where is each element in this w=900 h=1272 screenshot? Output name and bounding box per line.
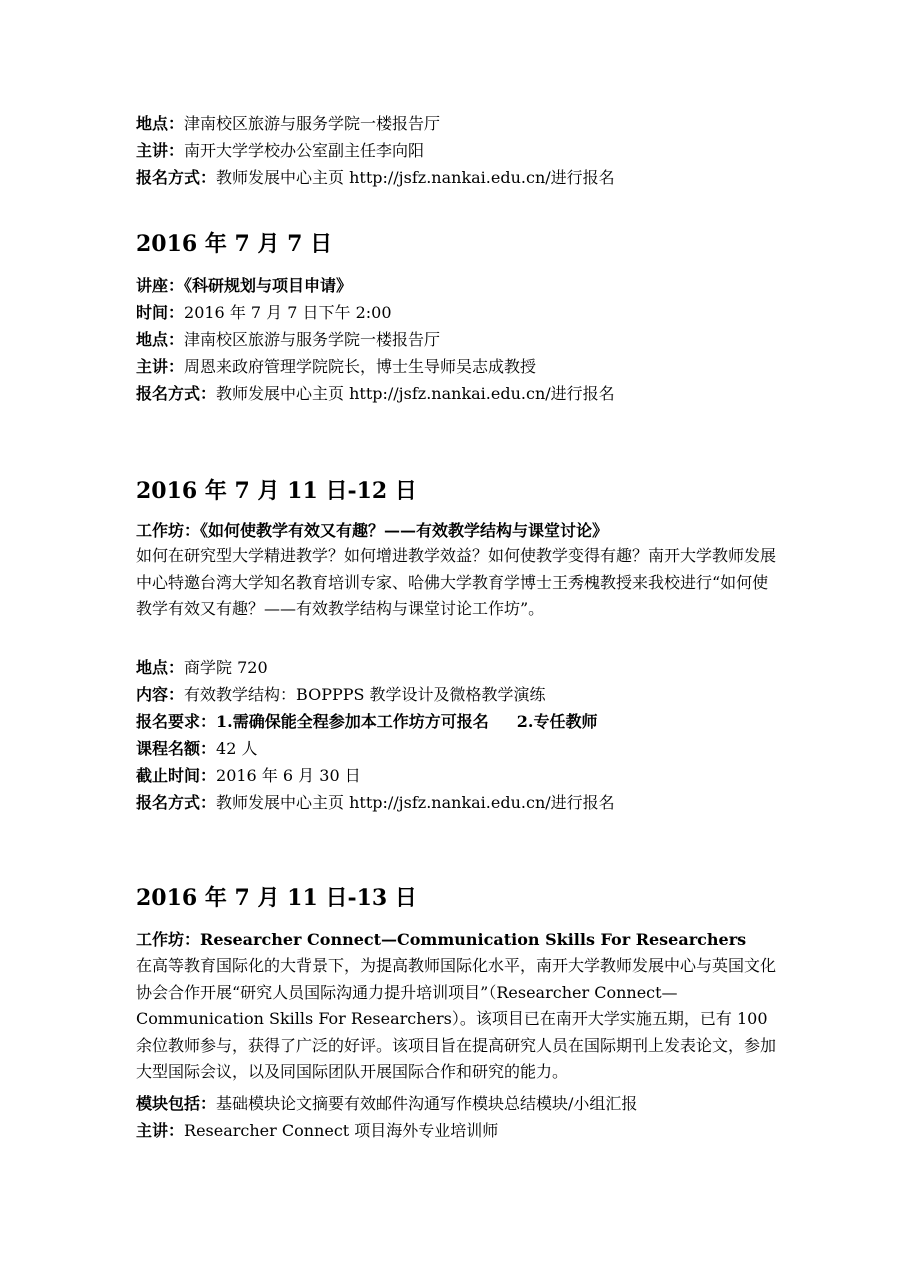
jul11-13-title-line: 工作坊：Researcher Connect—Communication Skills For Researchers (136, 930, 747, 949)
jul7-signup-line: 报名方式：教师发展中心主页 http://jsfz.nankai.edu.cn/进行报名 (136, 384, 615, 403)
jul11-13-speaker-line: 主讲：Researcher Connect 项目海外专业培训师 (136, 1121, 499, 1140)
jul7-speaker-line: 主讲：周恩来政府管理学院院长，博士生导师吴志成教授 (136, 357, 537, 376)
jul11-12-description: 如何在研究型大学精进教学？如何增进教学效益？如何使教学变得有趣？南开大学教师发展中心特邀台湾大学知名教育培训专家、哈佛大学教育学博士王秀槐教授来我校进行“如何使教学有效又有趣？——有效教学结构与课堂讨论工作坊”。 (136, 546, 777, 618)
jul11-12-signup-line: 报名方式：教师发展中心主页 http://jsfz.nankai.edu.cn/进行报名 (136, 793, 615, 812)
top-location-line: 地点：津南校区旅游与服务学院一楼报告厅 (136, 114, 441, 133)
jul11-13-description: 在高等教育国际化的大背景下，为提高教师国际化水平，南开大学教师发展中心与英国文化协会合作开展“研究人员国际沟通力提升培训项目”（Researcher Connect—Communication Skills For Researchers）。该项目已在南开大学实施五期，已有 100 余位教师参与，获得了广泛的好评。该项目旨在提高研究人员在国际期刊上发表论文，参加大型国际会议，以及同国际团队开展国际合作和研究的能力。 (136, 956, 777, 1081)
jul7-title-line: 讲座：《科研规划与项目申请》 (136, 276, 353, 295)
date-heading-jul11-12: 2016 年 7 月 11 日-12 日 (136, 478, 417, 504)
jul11-12-title-line: 工作坊：《如何使教学有效又有趣？——有效教学结构与课堂讨论》 (136, 521, 609, 540)
jul11-12-deadline-line: 截止时间：2016 年 6 月 30 日 (136, 766, 361, 785)
jul11-12-content-line: 内容：有效教学结构：BOPPPS 教学设计及微格教学演练 (136, 685, 546, 704)
date-heading-jul11-13: 2016 年 7 月 11 日-13 日 (136, 885, 417, 911)
jul11-12-location-line: 地点：商学院 720 (136, 658, 268, 677)
date-heading-jul7: 2016 年 7 月 7 日 (136, 231, 333, 257)
jul7-location-line: 地点：津南校区旅游与服务学院一楼报告厅 (136, 330, 441, 349)
top-signup-line: 报名方式：教师发展中心主页 http://jsfz.nankai.edu.cn/进行报名 (136, 168, 615, 187)
jul11-13-modules-line: 模块包括：基础模块论文摘要有效邮件沟通写作模块总结模块/小组汇报 (136, 1094, 638, 1113)
jul11-12-requirement-line: 报名要求：1.需确保能全程参加本工作坊方可报名 2.专任教师 (136, 712, 598, 731)
jul11-12-quota-line: 课程名额：42 人 (136, 739, 258, 758)
jul7-time-line: 时间：2016 年 7 月 7 日下午 2:00 (136, 303, 392, 322)
top-speaker-line: 主讲：南开大学学校办公室副主任李向阳 (136, 141, 425, 160)
